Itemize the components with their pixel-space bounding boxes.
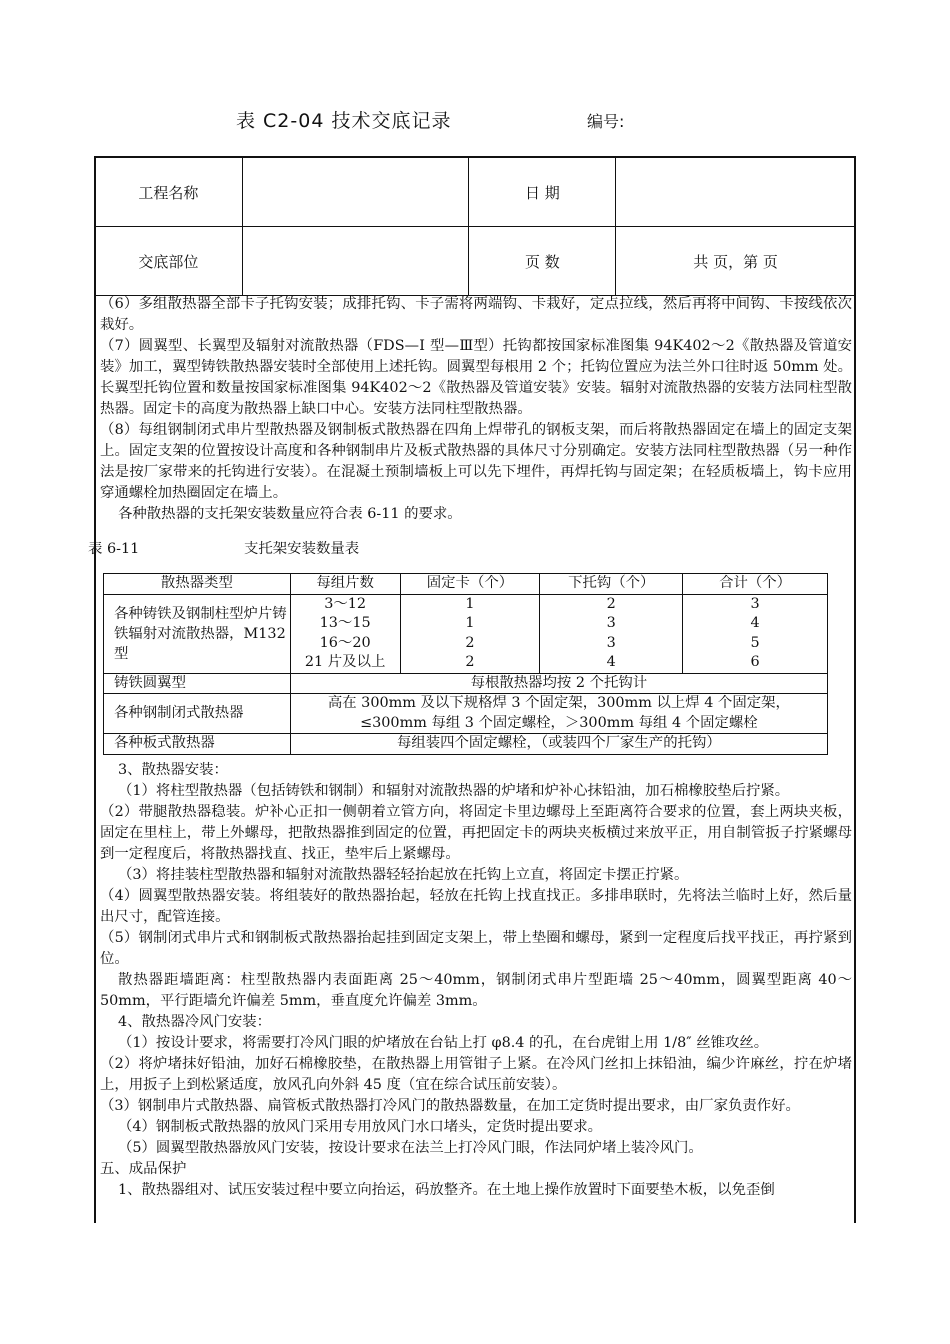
paragraph: （2）带腿散热器稳装。炉补心正扣一侧朝着立管方向，将固定卡里边螺母上至距离符合要求的位置，套上两块夹板，固定在里柱上，带上外螺母，把散热器推到固定的位置，再把固定卡的两块夹板横过来放平正，用自制管扳子拧紧螺母到一定程度后，将散热器找直、找正，垫牢后上紧螺母。: [100, 804, 852, 862]
cell-line: 5: [750, 634, 760, 651]
merged-cell: 每根散热器均按 2 个托钩计: [290, 673, 827, 694]
section-heading: 五、成品保护: [100, 1161, 187, 1177]
paragraph: 各种散热器的支托架安装数量应符合表 6-11 的要求。: [118, 506, 462, 522]
type-cell: 铸铁圆翼型: [104, 673, 291, 694]
cell-line: 2: [606, 595, 616, 612]
pages-value: 共 页，第 页: [616, 227, 856, 296]
paragraph: （5）圆翼型散热器放风门安装，按设计要求在法兰上打冷风门眼，作法同炉堵上装冷风门。: [118, 1140, 703, 1156]
project-name-value[interactable]: [242, 157, 469, 227]
merged-cell: [290, 694, 827, 734]
cell-line: 1: [465, 615, 475, 631]
bracket-count-table: [103, 573, 828, 755]
type-cell: 各种铸铁及钢制柱型炉片铸铁辐射对流散热器，M132 型: [104, 594, 291, 673]
col-header: 每组片数: [290, 574, 400, 595]
table-row: [104, 734, 828, 755]
col-header: 散热器类型: [104, 574, 291, 595]
col-header: 固定卡（个）: [400, 574, 540, 595]
cell-line: 3: [606, 615, 616, 631]
info-table: [94, 156, 856, 296]
project-name-label: 工程名称: [95, 157, 243, 227]
paragraph: （1）按设计要求，将需要打冷风门眼的炉堵放在台钻上打 φ8.4 的孔，在台虎钳上用 1/8″ 丝锥攻丝。: [118, 1035, 769, 1051]
count-cell: [290, 594, 400, 673]
cell-line: 3: [606, 634, 616, 651]
serial-number-label: 编号:: [587, 112, 625, 131]
body-section-1: [100, 294, 852, 525]
col-header: 下托钩（个）: [540, 574, 683, 595]
table-header-row: [104, 574, 828, 595]
merged-cell: 每组装四个固定螺栓，（或装四个厂家生产的托钩）: [290, 734, 827, 755]
paragraph: 4、散热器冷风门安装：: [118, 1014, 272, 1030]
hook-cell: [540, 594, 683, 673]
paragraph: （6）多组散热器全部卡子托钩安装；成排托钩、卡子需将两端钩、卡栽好，定点拉线，然后再将中间钩、卡按线依次栽好。: [100, 296, 852, 333]
cell-line: 3～12: [324, 595, 367, 612]
cell-line: 2: [465, 654, 475, 670]
date-label: 日 期: [469, 157, 616, 227]
type-cell: 各种板式散热器: [104, 734, 291, 755]
pages-label: 页 数: [469, 227, 616, 296]
paragraph: （3）钢制串片式散热器、扁管板式散热器打冷风门的散热器数量，在加工定货时提出要求，由厂家负责作好。: [100, 1098, 800, 1114]
cell-line: 16～20: [319, 634, 371, 651]
type-cell: 各种钢制闭式散热器: [104, 694, 291, 734]
body-section-2: [100, 760, 852, 1201]
col-header: 合计（个）: [683, 574, 828, 595]
location-value[interactable]: [242, 227, 469, 296]
cell-line: ≤300mm 每组 3 个固定螺栓，＞300mm 每组 4 个固定螺栓: [360, 714, 758, 731]
paragraph: 3、散热器安装：: [118, 762, 228, 778]
cell-line: 13～15: [319, 615, 371, 631]
cell-line: 4: [750, 615, 760, 631]
paragraph: （1）将柱型散热器（包括铸铁和钢制）和辐射对流散热器的炉堵和炉补心抹铅油，加石棉橡胶垫后拧紧。: [118, 783, 790, 799]
table-row: [104, 594, 828, 673]
paragraph: （4）钢制板式散热器的放风门采用专用放风门水口堵头，定货时提出要求。: [118, 1119, 603, 1135]
paragraph: （4）圆翼型散热器安装。将组装好的散热器抬起，轻放在托钩上找直找正。多排串联时，先将法兰临时上好，然后量出尺寸，配管连接。: [100, 888, 852, 925]
paragraph: （2）将炉堵抹好铅油，加好石棉橡胶垫，在散热器上用管钳子上紧。在冷风门丝扣上抹铅油，编少许麻丝，拧在炉堵上，用扳子上到松紧适度，放风孔向外斜 45 度（宜在综合试压前安装）。: [100, 1056, 852, 1093]
date-value[interactable]: [616, 157, 856, 227]
cell-line: 高在 300mm 及以下规格焊 3 个固定架，300mm 以上焊 4 个固定架，: [327, 695, 790, 711]
paragraph: 1、散热器组对、试压安装过程中要立向抬运，码放整齐。在土地上操作放置时下面要垫木板，以免歪倒: [118, 1182, 775, 1198]
cell-line: 4: [606, 654, 616, 670]
total-cell: [683, 594, 828, 673]
paragraph: （7）圆翼型、长翼型及辐射对流散热器（FDS—Ⅰ 型—Ⅲ型）托钩都按国家标准图集 94K402～2《散热器及管道安装》加工，翼型铸铁散热器安装时全部使用上述托钩。圆翼型每根用 2 个；托钩位置应为法兰外口往时返 50mm 处。长翼型托钩位置和数量按国家标准图集 94K402～2《散热器及管道安装》安装。辐射对流散热器的安装方法同柱型散热器。固定卡的高度为散热器上缺口中心。安装方法同柱型散热器。: [100, 338, 852, 417]
paragraph: 散热器距墙距离：柱型散热器内表面距离 25～40mm，钢制闭式串片型距墙 25～40mm，圆翼型距离 40～50mm，平行距墙允许偏差 5mm，垂直度允许偏差 3mm。: [100, 972, 852, 1009]
table-row: [104, 694, 828, 734]
table-name: 支托架安装数量表: [244, 541, 360, 557]
paragraph: （8）每组钢制闭式串片型散热器及钢制板式散热器在四角上焊带孔的钢板支架，而后将散热器固定在墙上的固定支架上。固定支架的位置按设计高度和各种钢制串片及板式散热器的具体尺寸分别确定。安装方法同柱型散热器（另一种作法是按厂家带来的托钩进行安装）。在混凝土预制墙板上可以先下埋件，再焊托钩与固定架；在轻质板墙上，钩卡应用穿通螺栓加热圈固定在墙上。: [100, 422, 852, 501]
paragraph: （3）将挂装柱型散热器和辐射对流散热器轻轻抬起放在托钩上立直，将固定卡摆正拧紧。: [118, 867, 689, 883]
paragraph: （5）钢制闭式串片式和钢制板式散热器抬起挂到固定支架上，带上垫圈和螺母，紧到一定程度后找平找正，再拧紧到位。: [100, 930, 852, 967]
cell-line: 3: [750, 595, 760, 612]
table-number: 表 6-11: [88, 541, 140, 557]
cell-line: 6: [750, 654, 760, 670]
info-row-project: [95, 157, 856, 227]
table-row: [104, 673, 828, 694]
fixed-cell: [400, 594, 540, 673]
page-title: 表 C2-04 技术交底记录: [236, 110, 452, 132]
location-label: 交底部位: [95, 227, 243, 296]
cell-line: 2: [465, 634, 475, 651]
cell-line: 1: [465, 595, 475, 612]
cell-line: 21 片及以上: [304, 654, 386, 670]
info-row-location: [95, 227, 856, 296]
